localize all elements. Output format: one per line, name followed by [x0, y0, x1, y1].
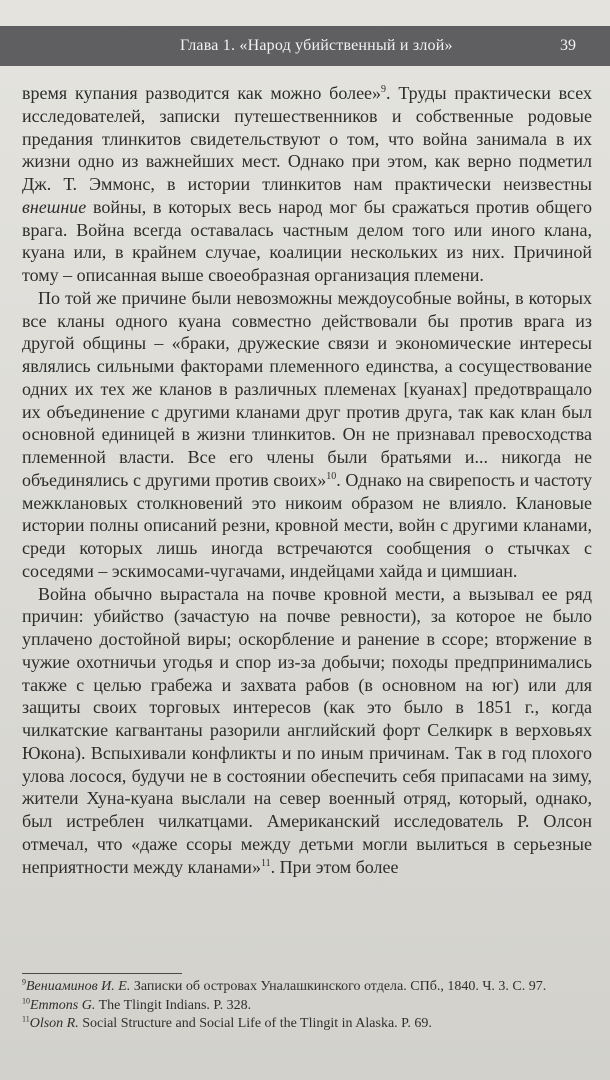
paragraph-3	[22, 583, 592, 879]
text-run: По той же причине были невозможны междоусобные войны, в которых все кланы одного куана совместно действовали бы против врага из другой общины – «браки, дружеские связи и экономические интересы являлись сильными факторами племенного единства, а сосуществование одних их тех же кланов в различных племенах [куанах] предотвращало их объединение с другими кланами друг против друга, так как клан был основной единицей в жизни тлинкитов. Он не признавал превосходства племенной власти. Все его члены были братьями и... никогда не объединялись с другими против своих»	[22, 287, 592, 490]
main-text	[22, 82, 592, 878]
footnote-number: 10	[22, 995, 30, 1005]
text-run: время купания разводится как можно более»	[22, 83, 382, 103]
footnote-ref: 10	[326, 470, 337, 482]
footnote-11	[22, 1015, 592, 1034]
footnote-author: Вениаминов И. Е.	[26, 979, 131, 994]
footnote-10	[22, 997, 592, 1016]
footnote-ref: 11	[260, 857, 271, 869]
footnote-number: 11	[22, 1014, 30, 1024]
running-header	[0, 26, 610, 66]
footnote-divider	[22, 973, 182, 974]
footnote-author: Emmons G.	[30, 997, 96, 1013]
chapter-title: Глава 1. «Народ убийственный и злой»	[180, 37, 453, 54]
footnote-number: 9	[22, 977, 26, 987]
footnote-text: The Tlingit Indians. P. 328.	[95, 997, 252, 1013]
text-run: Война обычно вырастала на почве кровной мести, а вызывал ее ряд причин: убийство (зачастую на почве ревности), за которое не было уплачено достойной виры; оскорбление и ранение в ссоре; вторжение в чужие охотничьи угодья и спор из-за добычи; походы предпринимались также с целью грабежа и захвата рабов (в основном на юг) или для защиты своих торговых интересов (как это было в 1851 г., когда чилкатские кагвантаны разорили английский форт Селкирк в верховьях Юкона). Вспыхивали конфликты и по иным причинам. Так в год плохого улова лосося, будучи не в состоянии обеспечить себя припасами на зиму, жители Хуна-куана выслали на север военный отряд, который, однако, был истреблен чилкатцами. Американский исследователь Р. Олсон отмечал, что «даже ссоры между детьми могли вылиться в серьезные неприятности между кланами»	[22, 583, 592, 877]
text-run: войны, в которых весь народ мог бы сражаться против общего врага. Война всегда оставалась частным делом того или иного клана, куана или, в крайнем случае, коалиции нескольких из них. Причиной тому – описанная выше своеобразная организация племени.	[22, 196, 592, 285]
footnote-author: Olson R.	[29, 1016, 79, 1031]
text-run: . При этом более	[270, 856, 399, 877]
footnote-ref: 9	[381, 84, 387, 95]
footnote-9	[22, 978, 592, 997]
paragraph-2	[22, 287, 592, 583]
emphasis-text: внешние	[22, 196, 87, 217]
footnote-text: Записки об островах Уналашкинского отдела. СПб., 1840. Ч. 3. С. 97.	[130, 979, 547, 994]
paragraph-1	[22, 82, 592, 287]
footnote-text: Social Structure and Social Life of the Tlingit in Alaska. P. 69.	[78, 1016, 432, 1031]
text-run: . Однако на свирепость и частоту межклановых столкновений это никоим образом не влияло. Клановые истории полны описаний резни, кровной мести, войн с другими кланами, среди которых лишь иногда встречаются сообщения о стычках с соседями – эскимосами-чугачами, индейцами хайда и цимшиан.	[22, 469, 592, 581]
page-number: 39	[560, 37, 576, 54]
footnotes	[22, 978, 592, 1034]
text-run: . Труды практически всех исследователей, записки путешественников и собственные родовые предания тлинкитов свидетельствуют о том, что война занимала в их жизни одно из важнейших мест. Однако при этом, как верно подметил Дж. Т. Эммонс, в истории тлинкитов нам практически неизвестны	[22, 83, 592, 194]
